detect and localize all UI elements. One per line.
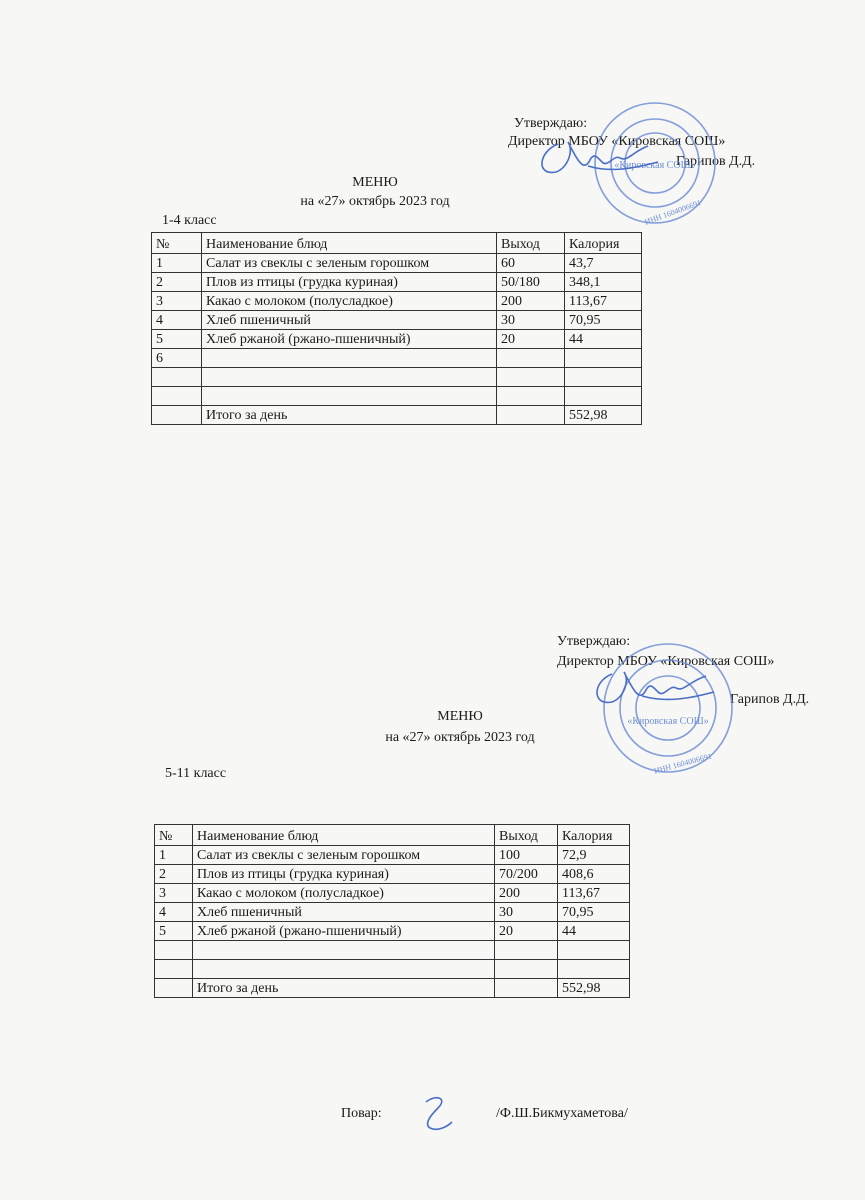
approval-2-name: Гарипов Д.Д. <box>730 692 810 707</box>
total-label: Итого за день <box>193 979 495 998</box>
menu-2-title: МЕНЮ <box>437 709 483 724</box>
cell: 20 <box>497 330 565 349</box>
table-row <box>152 349 642 368</box>
cell: 44 <box>565 330 642 349</box>
cell <box>565 387 642 406</box>
header-cell: Наименование блюд <box>202 233 497 254</box>
total-value: 552,98 <box>558 979 630 998</box>
cell: Плов из птицы (грудка куриная) <box>202 273 497 292</box>
approval-2-position: Директор МБОУ «Кировская СОШ» <box>557 654 775 669</box>
cell: 30 <box>497 311 565 330</box>
cook-label: Повар: <box>341 1106 382 1121</box>
cell: 44 <box>558 922 630 941</box>
table-row <box>152 292 642 311</box>
cell <box>202 368 497 387</box>
cell <box>202 349 497 368</box>
cell: 70,95 <box>558 903 630 922</box>
table-row <box>155 865 630 884</box>
cell: Какао с молоком (полусладкое) <box>202 292 497 311</box>
stamp-2-inn: ИНН 1604006691 <box>653 751 713 776</box>
table-row <box>155 922 630 941</box>
cook-signature <box>412 1088 462 1138</box>
cell: 70,95 <box>565 311 642 330</box>
menu-1-date: на «27» октябрь 2023 год <box>300 194 450 209</box>
header-cell: Калория <box>558 825 630 846</box>
cell: Салат из свеклы с зеленым горошком <box>193 846 495 865</box>
cell: 2 <box>152 273 202 292</box>
stamp-2-text: «Кировская СОШ» <box>627 716 709 727</box>
cell: Плов из птицы (грудка куриная) <box>193 865 495 884</box>
stamp-1-text: «Кировская СОШ» <box>614 160 696 171</box>
cell: 113,67 <box>565 292 642 311</box>
table-row <box>152 387 642 406</box>
table-header <box>155 825 630 846</box>
cell: 30 <box>495 903 558 922</box>
cell: 1 <box>155 846 193 865</box>
cell: 5 <box>155 922 193 941</box>
cell <box>155 979 193 998</box>
cell: Салат из свеклы с зеленым горошком <box>202 254 497 273</box>
cell <box>565 368 642 387</box>
cell <box>565 349 642 368</box>
cell: Хлеб пшеничный <box>202 311 497 330</box>
total-row <box>152 406 642 425</box>
cell <box>558 960 630 979</box>
approval-2-label: Утверждаю: <box>557 634 631 649</box>
cell <box>152 387 202 406</box>
cell: 5 <box>152 330 202 349</box>
cell: 200 <box>495 884 558 903</box>
header-cell: Выход <box>497 233 565 254</box>
header-cell: Выход <box>495 825 558 846</box>
approval-1-position: Директор МБОУ «Кировская СОШ» <box>508 134 726 149</box>
header-cell: Наименование блюд <box>193 825 495 846</box>
header-cell: № <box>152 233 202 254</box>
menu-2-date: на «27» октябрь 2023 год <box>385 730 535 745</box>
table-header <box>152 233 642 254</box>
cell: 1 <box>152 254 202 273</box>
cell: 4 <box>152 311 202 330</box>
cell <box>497 406 565 425</box>
menu-1-table <box>151 232 642 425</box>
table-row <box>155 960 630 979</box>
table-row <box>155 941 630 960</box>
cell: 2 <box>155 865 193 884</box>
cell: 50/180 <box>497 273 565 292</box>
cell <box>495 979 558 998</box>
header-cell: № <box>155 825 193 846</box>
cell <box>495 941 558 960</box>
cell: Хлеб ржаной (ржано-пшеничный) <box>193 922 495 941</box>
table-row <box>155 884 630 903</box>
cell: 348,1 <box>565 273 642 292</box>
cell: 4 <box>155 903 193 922</box>
cell: 72,9 <box>558 846 630 865</box>
table-row <box>152 273 642 292</box>
cell: 113,67 <box>558 884 630 903</box>
cell <box>155 960 193 979</box>
table-row <box>152 368 642 387</box>
cell: 408,6 <box>558 865 630 884</box>
cell <box>497 368 565 387</box>
menu-2-table <box>154 824 630 998</box>
approval-1-name: Гарипов Д.Д. <box>676 154 756 169</box>
cell: 3 <box>155 884 193 903</box>
menu-1-class: 1-4 класс <box>162 213 217 228</box>
director-signature-2 <box>584 660 724 720</box>
menu-1-title: МЕНЮ <box>352 175 398 190</box>
cell <box>558 941 630 960</box>
cell: Хлеб пшеничный <box>193 903 495 922</box>
table-row <box>155 846 630 865</box>
cell: 20 <box>495 922 558 941</box>
cell: 70/200 <box>495 865 558 884</box>
cell: 60 <box>497 254 565 273</box>
cell <box>202 387 497 406</box>
menu-2-class: 5-11 класс <box>165 766 227 781</box>
cell <box>193 941 495 960</box>
cell: 6 <box>152 349 202 368</box>
cell: 3 <box>152 292 202 311</box>
total-label: Итого за день <box>202 406 497 425</box>
cell: Какао с молоком (полусладкое) <box>193 884 495 903</box>
cook-name: /Ф.Ш.Бикмухаметова/ <box>496 1106 628 1121</box>
cell <box>495 960 558 979</box>
cell <box>155 941 193 960</box>
approval-1-label: Утверждаю: <box>514 116 588 131</box>
table-row <box>152 311 642 330</box>
total-row <box>155 979 630 998</box>
table-row <box>155 903 630 922</box>
cell <box>497 387 565 406</box>
cell <box>193 960 495 979</box>
cell: 43,7 <box>565 254 642 273</box>
cell: Хлеб ржаной (ржано-пшеничный) <box>202 330 497 349</box>
cell: 200 <box>497 292 565 311</box>
table-row <box>152 330 642 349</box>
cell <box>152 406 202 425</box>
cell: 100 <box>495 846 558 865</box>
total-value: 552,98 <box>565 406 642 425</box>
cell <box>497 349 565 368</box>
stamp-1-inn: ИНН 1604006691 <box>643 197 703 227</box>
header-cell: Калория <box>565 233 642 254</box>
table-row <box>152 254 642 273</box>
director-signature-1 <box>528 132 668 192</box>
cell <box>152 368 202 387</box>
